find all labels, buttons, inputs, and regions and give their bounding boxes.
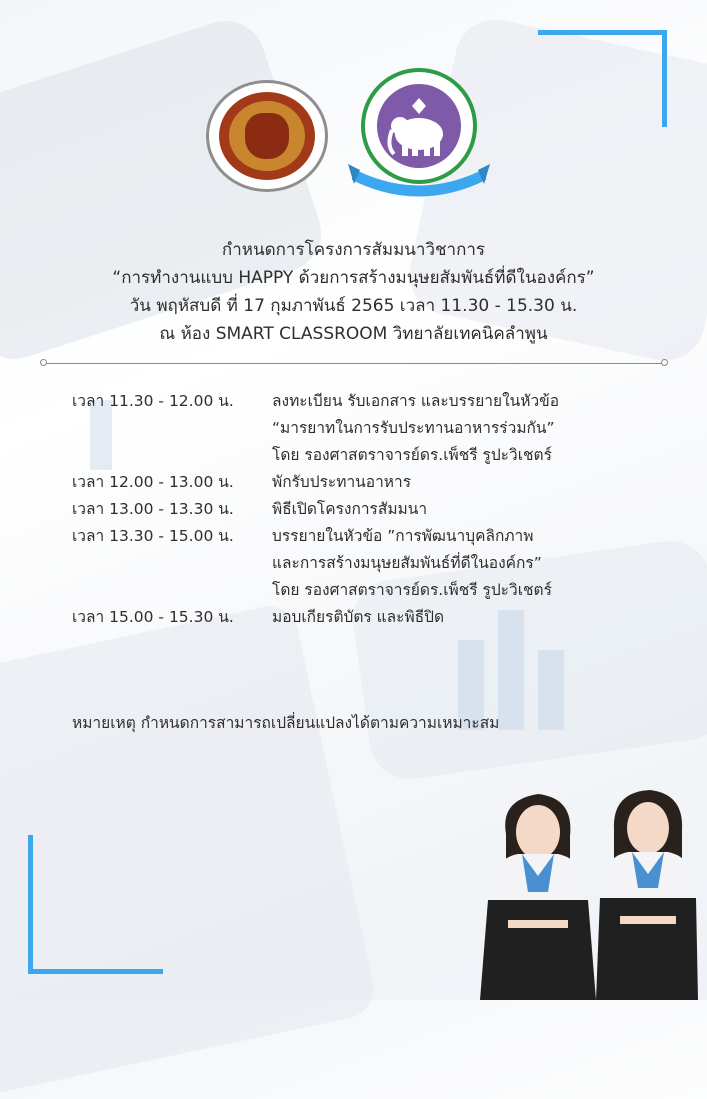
event-topic: “การทำงานแบบ HAPPY ด้วยการสร้างมนุษยสัมพันธ์ที่ดีในองค์กร” [112,268,595,288]
schedule-row [72,496,559,523]
schedule [72,388,559,631]
schedule-activity: พิธีเปิดโครงการสัมมนา [272,500,428,518]
schedule-row [72,523,559,604]
schedule-speaker: โดย รองศาสตราจารย์ดร.เพ็ชรี รูปะวิเชตร์ [272,581,552,599]
schedule-time: เวลา 12.00 - 13.00 น. [72,473,234,491]
schedule-time: เวลา 15.00 - 15.30 น. [72,608,234,626]
schedule-time: เวลา 13.00 - 13.30 น. [72,500,234,518]
decorative-corner-bottom-left [28,835,163,974]
schedule-row [72,388,559,469]
event-header [0,236,707,348]
schedule-activity: “มารยาทในการรับประทานอาหารร่วมกัน” [272,419,555,437]
college-logo [206,80,328,192]
schedule-activity: มอบเกียรติบัตร และพิธีปิด [272,608,445,626]
divider-dot [661,359,668,366]
schedule-activity: ลงทะเบียน รับเอกสาร และบรรยายในหัวข้อ [272,392,560,410]
students-illustration [478,780,698,1000]
schedule-activity: และการสร้างมนุษยสัมพันธ์ที่ดีในองค์กร” [272,554,542,572]
background-bar [538,650,564,730]
event-venue: ณ ห้อง SMART CLASSROOM วิทยาลัยเทคนิคลำพูน [159,324,548,344]
schedule-activity: พักรับประทานอาหาร [272,473,412,491]
decorative-corner-top-right [538,30,667,127]
schedule-speaker: โดย รองศาสตราจารย์ดร.เพ็ชรี รูปะวิเชตร์ [272,446,552,464]
event-date: วัน พฤหัสบดี ที่ 17 กุมภาพันธ์ 2565 เวลา 11.30 - 15.30 น. [129,296,578,316]
event-title: กำหนดการโครงการสัมมนาวิชาการ [221,240,486,260]
schedule-time: เวลา 13.30 - 15.00 น. [72,527,234,545]
schedule-row [72,469,559,496]
divider-dot [40,359,47,366]
schedule-row [72,604,559,631]
note: หมายเหตุ กำหนดการสามารถเปลี่ยนแปลงได้ตามความเหมาะสม [72,714,500,732]
schedule-time: เวลา 11.30 - 12.00 น. [72,392,234,410]
faculty-logo [346,68,492,198]
schedule-activity: บรรยายในหัวข้อ ”การพัฒนาบุคลิกภาพ [272,527,534,545]
divider [44,363,665,364]
